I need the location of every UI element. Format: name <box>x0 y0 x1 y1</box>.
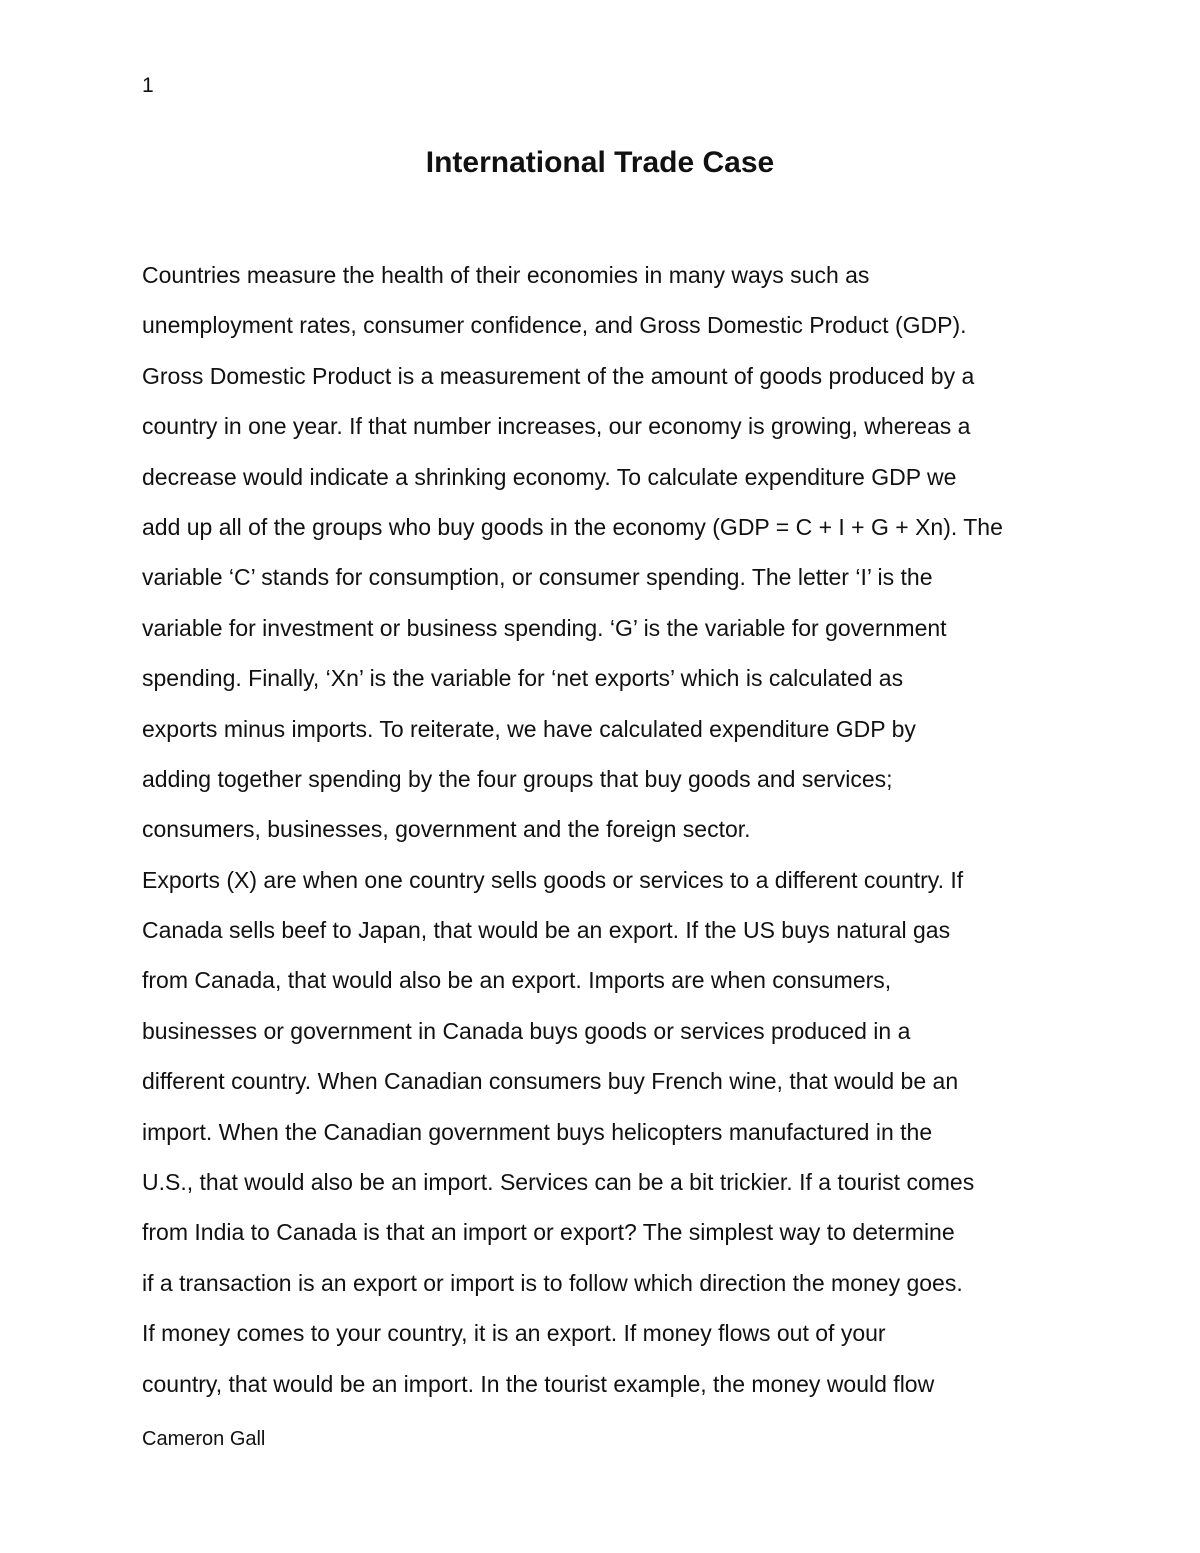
body-line: spending. Finally, ‘Xn’ is the variable for ‘net exports’ which is calculated as <box>142 665 904 692</box>
body-line: different country. When Canadian consumers buy French wine, that would be an <box>142 1068 959 1095</box>
body-line: businesses or government in Canada buys goods or services produced in a <box>142 1017 911 1044</box>
document-title: International Trade Case <box>425 146 775 179</box>
body-line: Canada sells beef to Japan, that would be an export. If the US buys natural gas <box>142 917 951 944</box>
body-line: unemployment rates, consumer confidence, and Gross Domestic Product (GDP). <box>142 312 967 339</box>
body-line: import. When the Canadian government buys helicopters manufactured in the <box>142 1118 933 1145</box>
body-line: from Canada, that would also be an export. Imports are when consumers, <box>142 967 892 994</box>
body-line: exports minus imports. To reiterate, we have calculated expenditure GDP by <box>142 715 916 742</box>
body-line: consumers, businesses, government and the foreign sector. <box>142 816 751 843</box>
body-line: decrease would indicate a shrinking economy. To calculate expenditure GDP we <box>142 463 957 490</box>
body-line: U.S., that would also be an import. Services can be a bit trickier. If a tourist comes <box>142 1169 975 1196</box>
body-line: Gross Domestic Product is a measurement of the amount of goods produced by a <box>142 362 975 389</box>
body-line: If money comes to your country, it is an export. If money flows out of your <box>142 1320 886 1347</box>
body-line: Countries measure the health of their economies in many ways such as <box>142 262 870 288</box>
page-number: 1 <box>142 74 154 97</box>
body-line: Exports (X) are when one country sells goods or services to a different country. If <box>142 866 964 893</box>
body-line: country, that would be an import. In the tourist example, the money would flow <box>142 1370 935 1397</box>
body-line: country in one year. If that number increases, our economy is growing, whereas a <box>142 413 971 440</box>
body-line: if a transaction is an export or import is to follow which direction the money goes. <box>142 1269 963 1296</box>
body-line: add up all of the groups who buy goods in the economy (GDP = C + I + G + Xn). The <box>142 513 1003 540</box>
body-line: adding together spending by the four groups that buy goods and services; <box>142 765 893 792</box>
body-line: variable ‘C’ stands for consumption, or consumer spending. The letter ‘I’ is the <box>142 564 933 591</box>
body-line: from India to Canada is that an import or export? The simplest way to determine <box>142 1219 955 1246</box>
footer-author: Cameron Gall <box>142 1428 266 1450</box>
document-body <box>142 255 1072 1414</box>
body-line: variable for investment or business spending. ‘G’ is the variable for government <box>142 614 947 641</box>
